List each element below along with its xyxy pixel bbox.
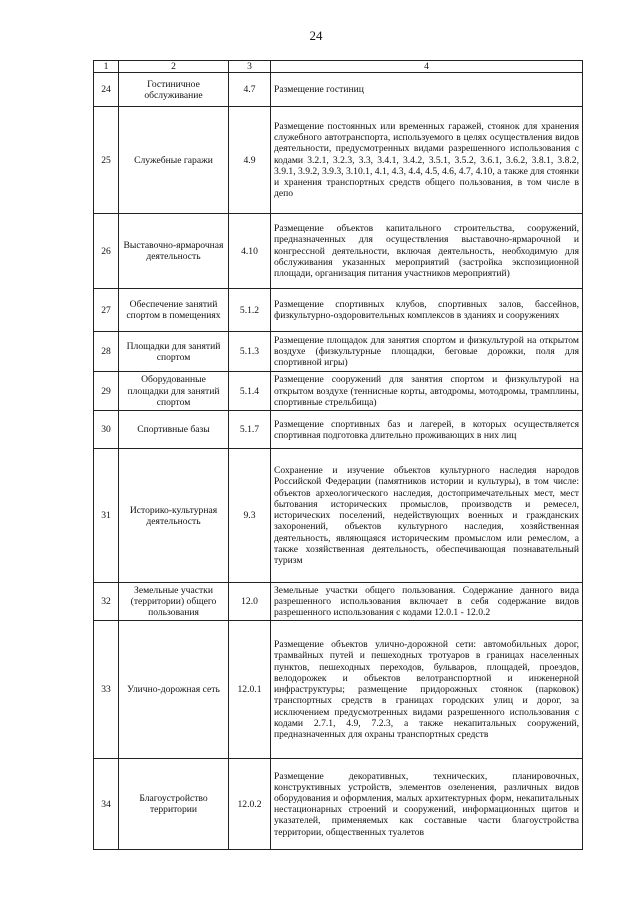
column-number: 3	[229, 61, 271, 73]
table-row	[94, 411, 583, 449]
table-row	[94, 449, 583, 583]
use-type-description: Размещение сооружений для занятия спортом и физкультурой на открытом воздухе (теннисные корты, автодромы, мотодромы, трамплины, спортивные стрельбища)	[271, 372, 583, 411]
use-type-code: 9.3	[229, 449, 271, 583]
row-number: 24	[94, 73, 119, 107]
use-type-description: Размещение постоянных или временных гаражей, стоянок для хранения служебного автотранспорта, используемого в целях осуществления видов деятельности, предусмотренных видами разрешенного использования с кодами 3.2.1, 3.2.3, 3.3, 3.4.1, 3.4.2, 3.5.1, 3.5.2, 3.6.1, 3.6.2, 3.8.1, 3.8.2, 3.9.1, 3.9.2, 3.9.3, 3.10.1, 4.1, 4.3, 4.4, 4.5, 4.6, 4.7, 4.10, а также для стоянки и хранения транспортных средств общего пользования, в том числе в депо	[271, 107, 583, 214]
use-type-description: Сохранение и изучение объектов культурного наследия народов Российской Федерации (памятников истории и культуры), в том числе: объектов археологического наследия, достопримечательных мест, мест бытования исторических промыслов, производств и ремесел, исторических поселений, недействующих военных и гражданских захоронений, объектов культурного наследия, хозяйственная деятельность, являющаяся историческим промыслом или ремеслом, а также хозяйственная деятельность, обеспечивающая познавательный туризм	[271, 449, 583, 583]
use-type-name: Площадки для занятий спортом	[119, 332, 229, 372]
table-row	[94, 621, 583, 759]
use-type-code: 5.1.3	[229, 332, 271, 372]
column-number-row	[94, 61, 583, 73]
table-row	[94, 583, 583, 621]
use-type-name: Историко-культурная деятельность	[119, 449, 229, 583]
row-number: 26	[94, 214, 119, 289]
column-number: 1	[94, 61, 119, 73]
use-type-name: Служебные гаражи	[119, 107, 229, 214]
use-type-code: 4.7	[229, 73, 271, 107]
land-use-table	[93, 60, 583, 850]
use-type-code: 5.1.4	[229, 372, 271, 411]
table-row	[94, 372, 583, 411]
row-number: 29	[94, 372, 119, 411]
use-type-description: Размещение объектов капитального строительства, сооружений, предназначенных для осуществления выставочно-ярмарочной и конгрессной деятельности, включая деятельность, необходимую для обслуживания указанных мероприятий (застройка экспозиционной площади, организация питания участников мероприятий)	[271, 214, 583, 289]
row-number: 27	[94, 289, 119, 332]
use-type-description: Размещение площадок для занятия спортом и физкультурой на открытом воздухе (физкультурные площадки, беговые дорожки, поля для спортивной игры)	[271, 332, 583, 372]
row-number: 34	[94, 759, 119, 850]
use-type-name: Спортивные базы	[119, 411, 229, 449]
table-row	[94, 759, 583, 850]
use-type-name: Оборудованные площадки для занятий спортом	[119, 372, 229, 411]
column-number: 2	[119, 61, 229, 73]
use-type-code: 12.0.1	[229, 621, 271, 759]
use-type-description: Размещение объектов улично-дорожной сети: автомобильных дорог, трамвайных путей и пешеходных тротуаров в границах населенных пунктов, пешеходных переходов, бульваров, площадей, проездов, велодорожек и объектов велотранспортной и инженерной инфраструктуры; размещение придорожных стоянок (парковок) транспортных средств в границах городских улиц и дорог, за исключением предусмотренных видами разрешенного использования с кодами 2.7.1, 4.9, 7.2.3, а также некапитальных сооружений, предназначенных для охраны транспортных средств	[271, 621, 583, 759]
table-row	[94, 107, 583, 214]
use-type-code: 4.10	[229, 214, 271, 289]
use-type-description: Размещение гостиниц	[271, 73, 583, 107]
table-row	[94, 73, 583, 107]
use-type-code: 12.0.2	[229, 759, 271, 850]
use-type-description: Размещение декоративных, технических, планировочных, конструктивных устройств, элементов озеленения, различных видов оборудования и оформления, малых архитектурных форм, некапитальных нестационарных строений и сооружений, информационных щитов и указателей, применяемых как составные части благоустройства территории, общественных туалетов	[271, 759, 583, 850]
use-type-name: Выставочно-ярмарочная деятельность	[119, 214, 229, 289]
row-number: 28	[94, 332, 119, 372]
use-type-name: Обеспечение занятий спортом в помещениях	[119, 289, 229, 332]
use-type-code: 5.1.2	[229, 289, 271, 332]
use-type-name: Земельные участки (территории) общего пользования	[119, 583, 229, 621]
table-row	[94, 332, 583, 372]
use-type-code: 5.1.7	[229, 411, 271, 449]
use-type-description: Размещение спортивных баз и лагерей, в которых осуществляется спортивная подготовка длительно проживающих в них лиц	[271, 411, 583, 449]
row-number: 32	[94, 583, 119, 621]
use-type-code: 4.9	[229, 107, 271, 214]
row-number: 31	[94, 449, 119, 583]
use-type-name: Улично-дорожная сеть	[119, 621, 229, 759]
column-number: 4	[271, 61, 583, 73]
use-type-name: Гостиничное обслуживание	[119, 73, 229, 107]
use-type-description: Размещение спортивных клубов, спортивных залов, бассейнов, физкультурно-оздоровительных комплексов в зданиях и сооружениях	[271, 289, 583, 332]
row-number: 33	[94, 621, 119, 759]
use-type-name: Благоустройство территории	[119, 759, 229, 850]
row-number: 30	[94, 411, 119, 449]
table-row	[94, 214, 583, 289]
use-type-description: Земельные участки общего пользования. Содержание данного вида разрешенного использования включает в себя содержание видов разрешенного использования с кодами 12.0.1 - 12.0.2	[271, 583, 583, 621]
use-type-code: 12.0	[229, 583, 271, 621]
row-number: 25	[94, 107, 119, 214]
page-number: 24	[309, 28, 323, 43]
table-row	[94, 289, 583, 332]
